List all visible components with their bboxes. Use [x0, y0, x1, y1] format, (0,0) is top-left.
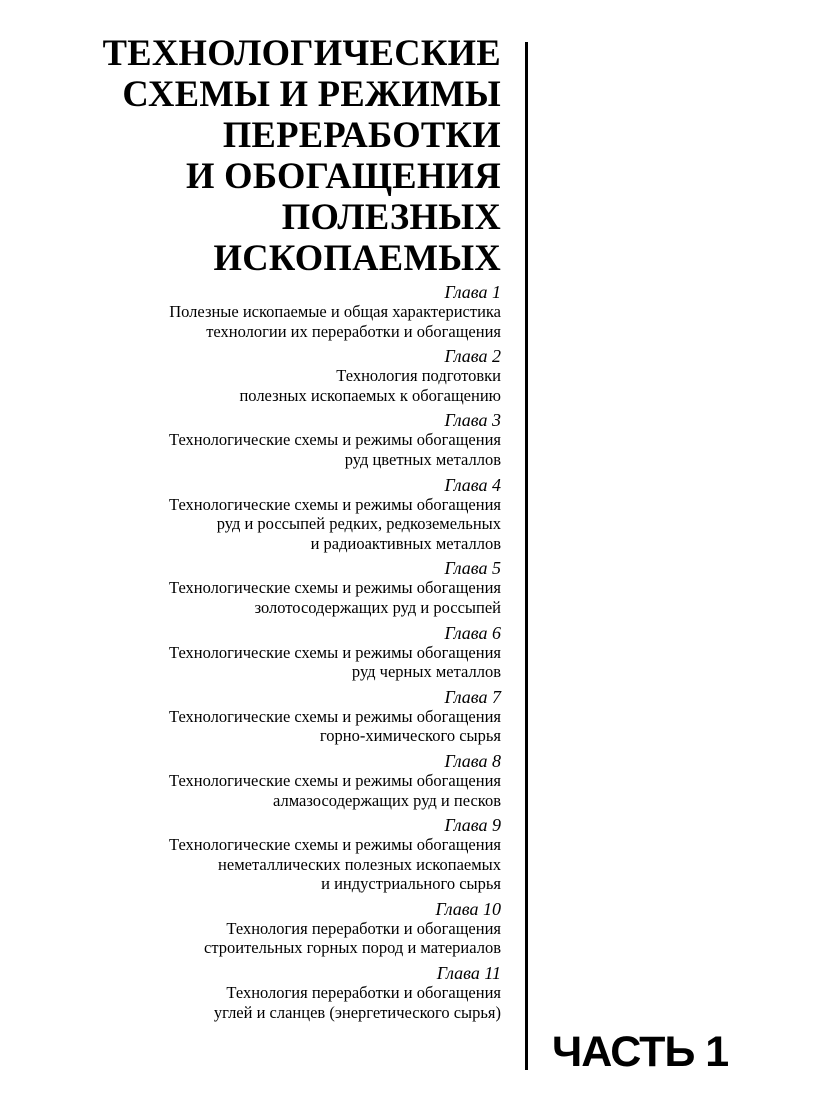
chapter-title-line: строительных горных пород и материалов: [204, 938, 501, 958]
title-line: И ОБОГАЩЕНИЯ: [186, 155, 501, 196]
chapter-title-line: неметаллических полезных ископаемых: [218, 854, 501, 874]
chapter-label: Глава 5: [444, 558, 501, 579]
chapter-label: Глава 9: [444, 815, 501, 836]
chapter-title-line: горно-химического сырья: [319, 726, 501, 746]
chapter-title-line: Технологические схемы и режимы обогащения: [169, 770, 501, 790]
chapter-7: [60, 687, 501, 746]
chapter-label: Глава 2: [444, 346, 501, 367]
chapter-5: [60, 558, 501, 617]
chapter-8: [60, 751, 501, 810]
chapter-title-line: Технологические схемы и режимы обогащения: [169, 835, 501, 855]
chapter-title-line: Технологические схемы и режимы обогащения: [169, 706, 501, 726]
chapter-label: Глава 11: [436, 963, 501, 984]
chapter-9: [60, 815, 501, 894]
title-line: ИСКОПАЕМЫХ: [213, 237, 501, 278]
chapter-11: [60, 963, 501, 1022]
chapter-title-line: Технологические схемы и режимы обогащения: [169, 494, 501, 514]
title-line: СХЕМЫ И РЕЖИМЫ: [122, 73, 501, 114]
chapter-4: [60, 475, 501, 554]
chapter-2: [60, 346, 501, 405]
chapter-title-line: золотосодержащих руд и россыпей: [254, 597, 501, 617]
chapter-title-line: Технологические схемы и режимы обогащения: [169, 578, 501, 598]
title-line: ПЕРЕРАБОТКИ: [222, 114, 501, 155]
chapter-title-line: и радиоактивных металлов: [310, 533, 501, 553]
chapter-title-line: руд цветных металлов: [344, 449, 501, 469]
chapter-title-line: алмазосодержащих руд и песков: [273, 790, 501, 810]
chapter-title-line: Технологические схемы и режимы обогащения: [169, 642, 501, 662]
chapter-label: Глава 1: [444, 282, 501, 302]
chapter-title-line: Технология подготовки: [336, 366, 501, 386]
chapter-title-line: технологии их переработки и обогащения: [206, 321, 501, 341]
chapter-title-line: Технология переработки и обогащения: [226, 983, 501, 1003]
chapter-title-line: Технологические схемы и режимы обогащения: [169, 430, 501, 450]
chapter-label: Глава 10: [435, 898, 501, 919]
chapter-label: Глава 8: [444, 750, 501, 771]
chapter-6: [60, 623, 501, 682]
chapter-title-line: руд черных металлов: [351, 662, 501, 682]
chapter-title-line: Технология переработки и обогащения: [226, 918, 501, 938]
title-line: ПОЛЕЗНЫХ: [281, 196, 501, 237]
chapter-title-line: Полезные ископаемые и общая характеристика: [169, 302, 501, 321]
table-of-contents: [60, 282, 501, 1027]
chapter-10: [60, 899, 501, 958]
chapter-title-line: и индустриального сырья: [321, 874, 501, 894]
book-title: [40, 32, 501, 278]
chapter-title-line: углей и сланцев (энергетического сырья): [213, 1002, 501, 1022]
title-line: ТЕХНОЛОГИЧЕСКИЕ: [102, 32, 501, 73]
chapter-label: Глава 7: [444, 686, 501, 707]
chapter-3: [60, 410, 501, 469]
chapter-1: [60, 282, 501, 341]
chapter-label: Глава 6: [444, 622, 501, 643]
chapter-title-line: руд и россыпей редких, редкоземельных: [216, 514, 501, 534]
vertical-divider: [525, 42, 528, 1070]
chapter-label: Глава 3: [444, 410, 501, 431]
part-label: ЧАСТЬ 1: [552, 1028, 729, 1076]
chapter-title-line: полезных ископаемых к обогащению: [239, 385, 501, 405]
chapter-label: Глава 4: [444, 474, 501, 495]
